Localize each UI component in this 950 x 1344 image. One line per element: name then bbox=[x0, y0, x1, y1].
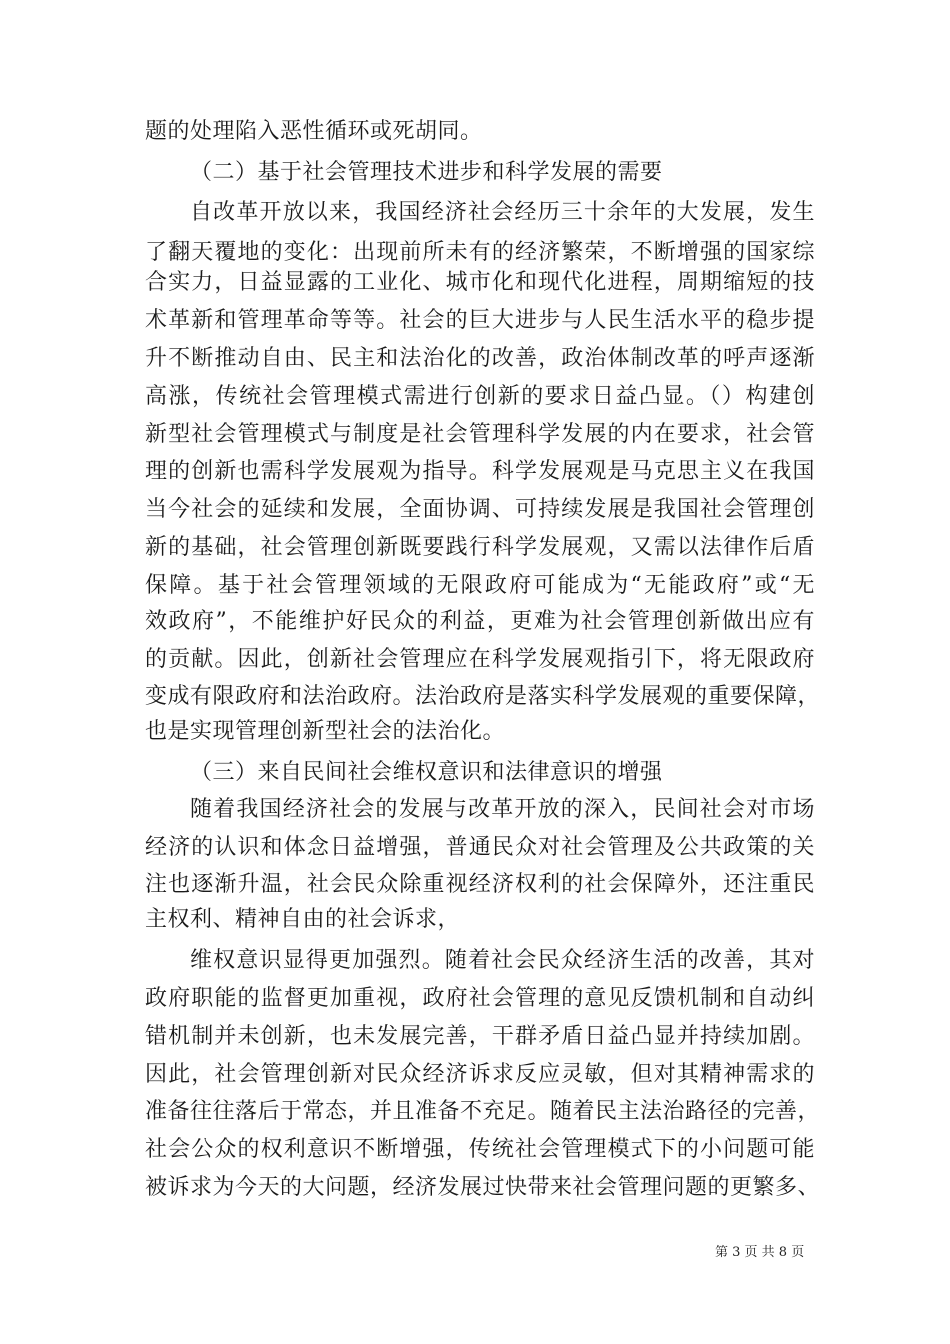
text-line: 升不断推动自由、民主和法治化的改善，政治体制改革的呼声逐渐 bbox=[145, 346, 815, 371]
text-line: 自改革开放以来，我国经济社会经历三十余年的大发展，发生 bbox=[190, 200, 815, 225]
text-line: 因此，社会管理创新对民众经济诉求反应灵敏，但对其精神需求的 bbox=[145, 1062, 815, 1087]
text-line: 高涨，传统社会管理模式需进行创新的要求日益凸显。（）构建创 bbox=[145, 384, 815, 409]
text-line: 新的基础，社会管理创新既要践行科学发展观，又需以法律作后盾 bbox=[145, 535, 815, 560]
section-heading-3: （三）来自民间社会维权意识和法律意识的增强 bbox=[190, 760, 663, 785]
text-line: 新型社会管理模式与制度是社会管理科学发展的内在要求，社会管 bbox=[145, 422, 815, 447]
text-line: 政府职能的监督更加重视，政府社会管理的意见反馈机制和自动纠 bbox=[145, 986, 815, 1011]
text-line: 保障。基于社会管理领域的无限政府可能成为“无能政府”或“无 bbox=[145, 573, 815, 598]
text-line: 效政府”，不能维护好民众的利益，更难为社会管理创新做出应有 bbox=[145, 609, 815, 634]
text-line: 经济的认识和体念日益增强，普通民众对社会管理及公共政策的关 bbox=[145, 835, 815, 860]
text-line: 随着我国经济社会的发展与改革开放的深入，民间社会对市场 bbox=[190, 797, 815, 822]
page-number-footer: 第 3 页 共 8 页 bbox=[715, 1245, 805, 1260]
text-line: 题的处理陷入恶性循环或死胡同。 bbox=[145, 119, 483, 144]
text-line: 错机制并未创新，也未发展完善，干群矛盾日益凸显并持续加剧。 bbox=[145, 1024, 815, 1049]
section-heading-2: （二）基于社会管理技术进步和科学发展的需要 bbox=[190, 160, 663, 185]
text-line: 维权意识显得更加强烈。随着社会民众经济生活的改善，其对 bbox=[190, 948, 815, 973]
text-line: 当今社会的延续和发展，全面协调、可持续发展是我国社会管理创 bbox=[145, 497, 815, 522]
text-line: 了翻天覆地的变化：出现前所未有的经济繁荣，不断增强的国家综 bbox=[145, 240, 815, 265]
text-line: 准备往往落后于常态，并且准备不充足。随着民主法治路径的完善， bbox=[145, 1099, 821, 1124]
text-line: 被诉求为今天的大问题，经济发展过快带来社会管理问题的更繁多、 bbox=[145, 1175, 821, 1200]
text-line: 社会公众的权利意识不断增强，传统社会管理模式下的小问题可能 bbox=[145, 1137, 815, 1162]
text-line: 合实力，日益显露的工业化、城市化和现代化进程，周期缩短的技 bbox=[145, 270, 815, 295]
text-line: 术革新和管理革命等等。社会的巨大进步与人民生活水平的稳步提 bbox=[145, 308, 815, 333]
text-line: 变成有限政府和法治政府。法治政府是落实科学发展观的重要保障， bbox=[145, 684, 821, 709]
text-line: 也是实现管理创新型社会的法治化。 bbox=[145, 719, 506, 744]
text-line: 的贡献。因此，创新社会管理应在科学发展观指引下，将无限政府 bbox=[145, 647, 815, 672]
text-line: 理的创新也需科学发展观为指导。科学发展观是马克思主义在我国 bbox=[145, 459, 815, 484]
text-line: 主权利、精神自由的社会诉求， bbox=[145, 907, 461, 932]
text-line: 注也逐渐升温，社会民众除重视经济权利的社会保障外，还注重民 bbox=[145, 872, 815, 897]
